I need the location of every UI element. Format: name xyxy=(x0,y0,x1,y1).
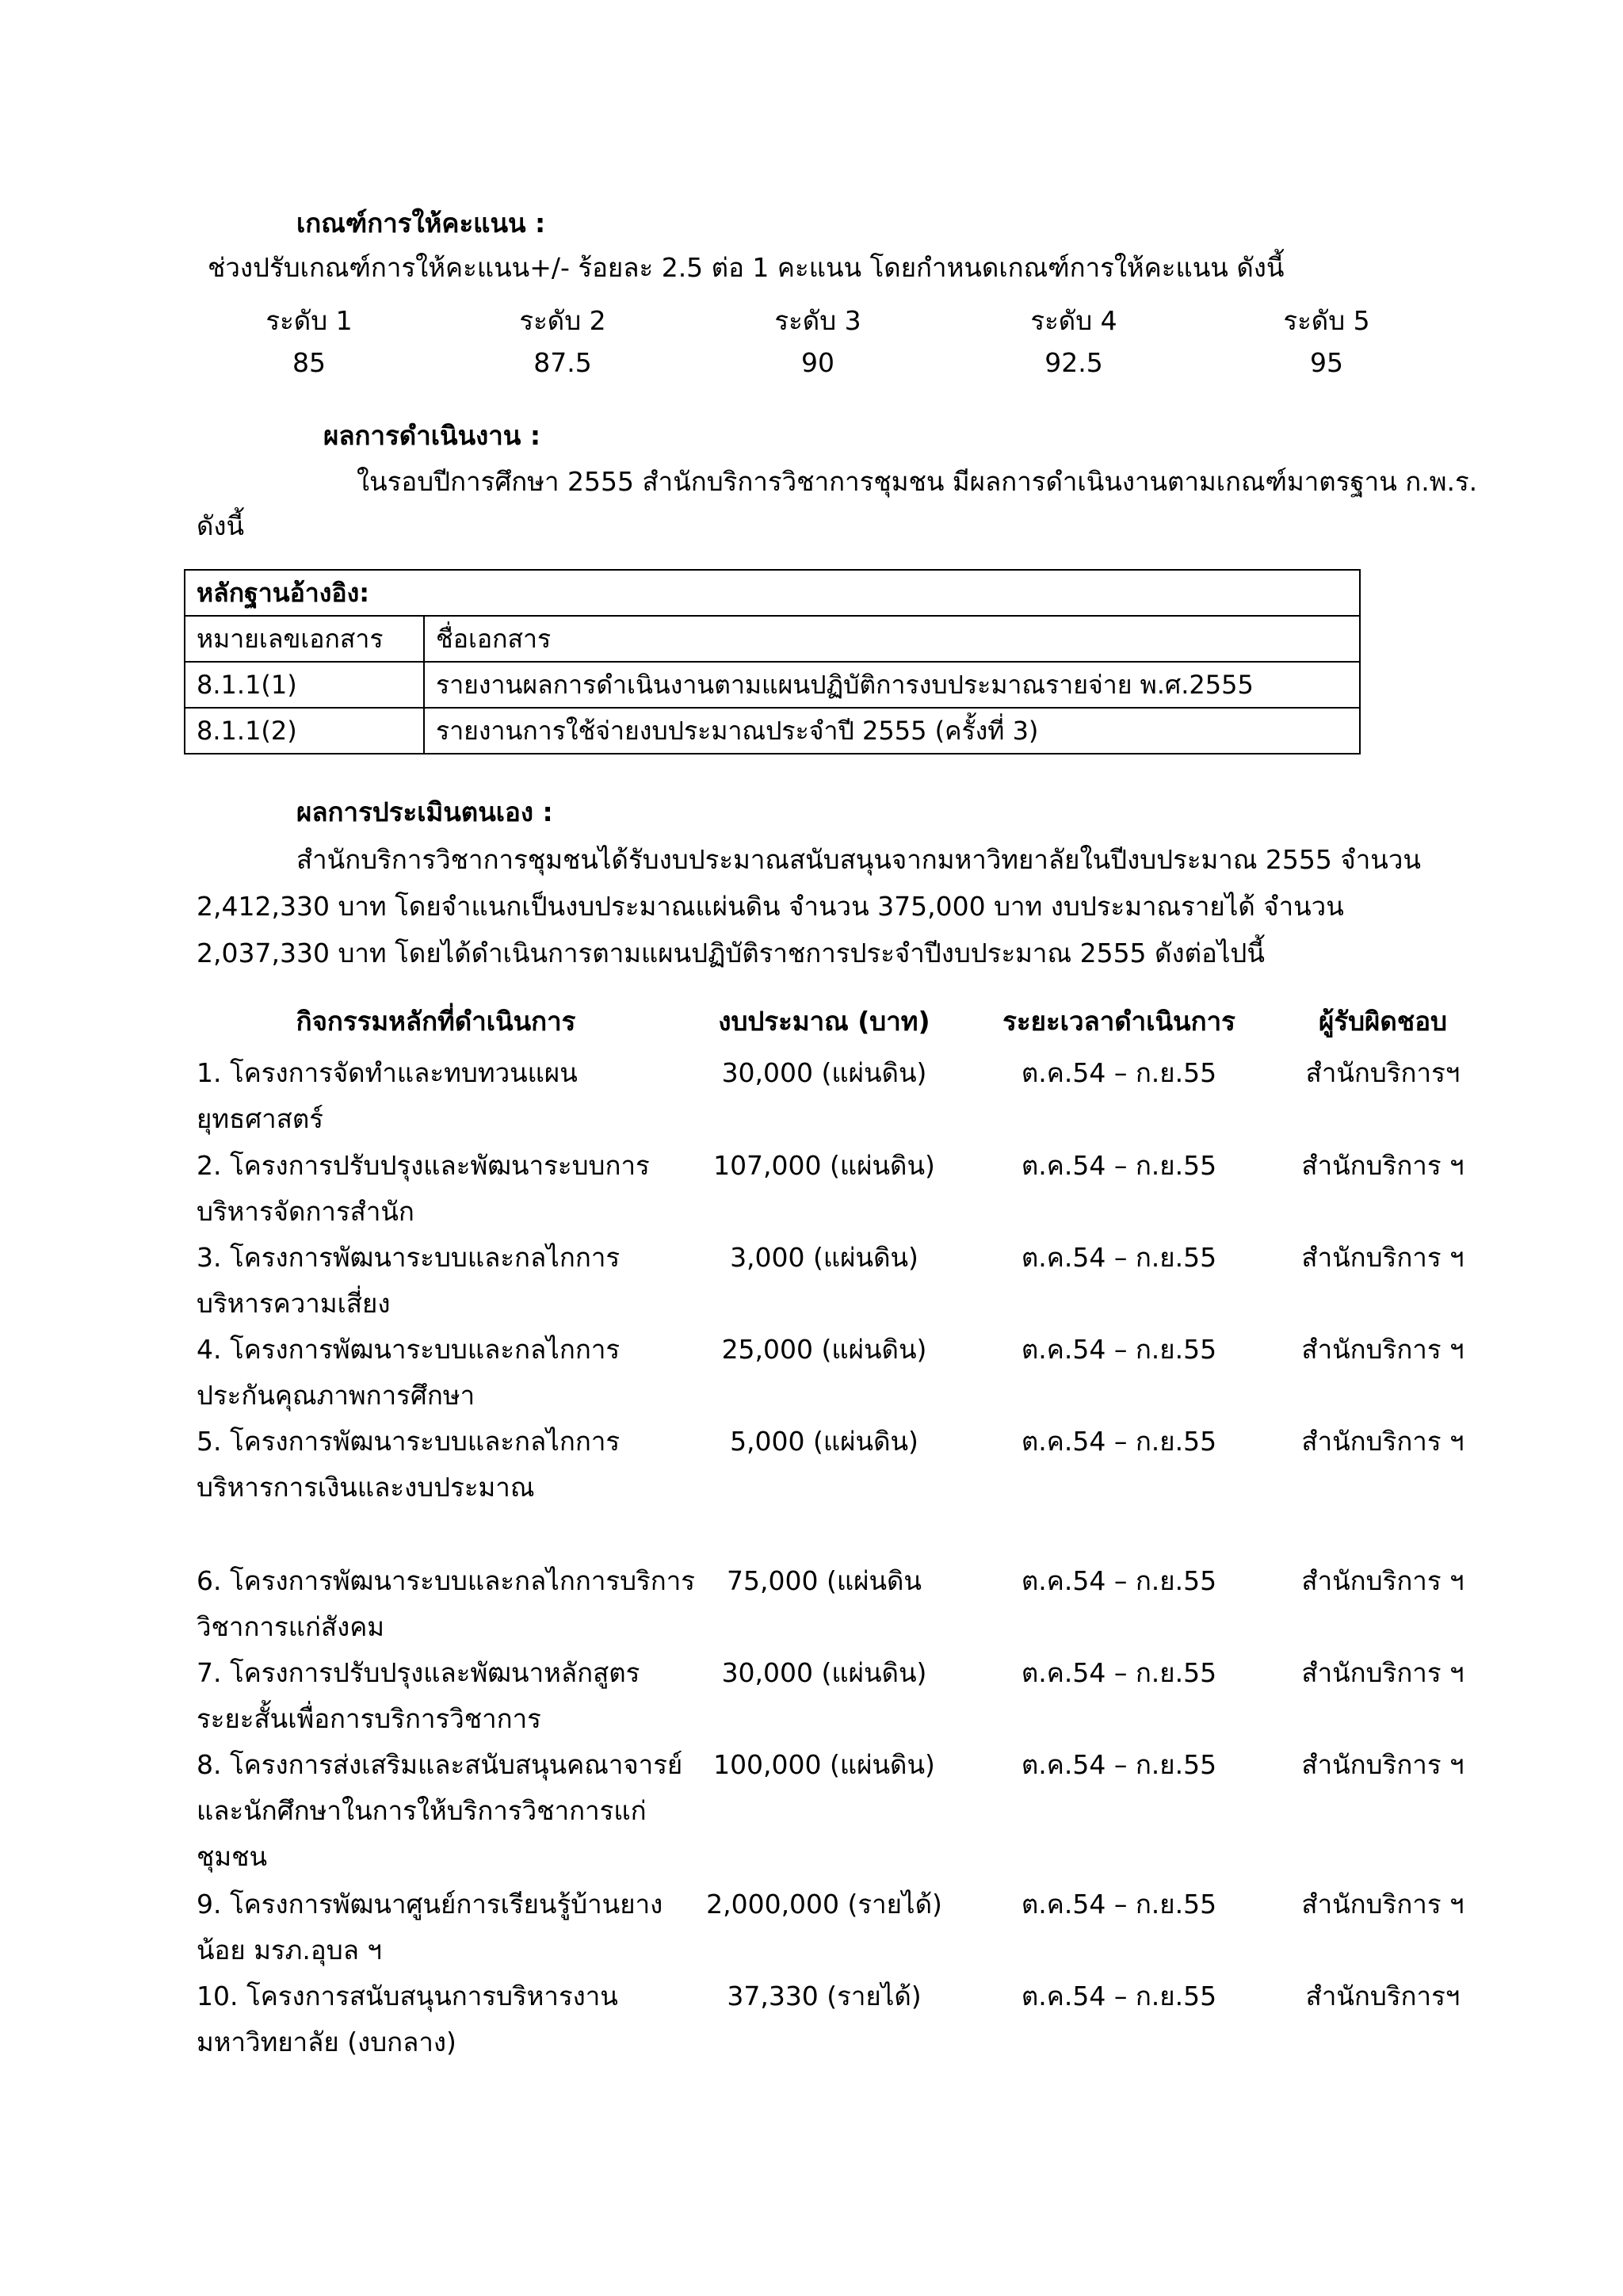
table-row xyxy=(185,662,1360,708)
activity-period: ต.ค.54 – ก.ย.55 xyxy=(1021,1150,1217,1181)
activity-period: ต.ค.54 – ก.ย.55 xyxy=(1021,1426,1217,1457)
table-row xyxy=(185,708,1360,754)
activity-period: ต.ค.54 – ก.ย.55 xyxy=(1021,1749,1217,1780)
level-label: ระดับ 5 xyxy=(1283,305,1370,336)
col-number-header: หมายเลขเอกสาร xyxy=(185,616,424,662)
activity-period: ต.ค.54 – ก.ย.55 xyxy=(1021,1889,1217,1920)
activity-responsible: สำนักบริการฯ xyxy=(1305,1981,1461,2011)
activity-responsible: สำนักบริการ ฯ xyxy=(1301,1242,1465,1273)
level-score: 95 xyxy=(1310,347,1343,378)
period-column-header: ระยะเวลาดำเนินการ xyxy=(1002,1006,1235,1037)
activity-period: ต.ค.54 – ก.ย.55 xyxy=(1021,1057,1217,1088)
document-number: 8.1.1(1) xyxy=(185,662,424,708)
activity-name: 8. โครงการส่งเสริมและสนับสนุนคณาจารย์และนักศึกษาในการให้บริการวิชาการแก่ชุมชน xyxy=(197,1749,683,1872)
activity-budget: 3,000 (แผ่นดิน) xyxy=(730,1242,918,1273)
activities-header xyxy=(0,1000,1623,1040)
level-score: 90 xyxy=(801,347,834,378)
responsible-column-header: ผู้รับผิดชอบ xyxy=(1319,1006,1447,1037)
self-assessment-line-2: 2,412,330 บาท โดยจำแนกเป็นงบประมาณแผ่นดิน จำนวน 375,000 บาท งบประมาณรายได้ จำนวน xyxy=(197,891,1344,922)
activity-name: 3. โครงการพัฒนาระบบและกลไกการบริหารความเสี่ยง xyxy=(197,1242,621,1319)
activity-name: 9. โครงการพัฒนาศูนย์การเรียนรู้บ้านยางน้อย มรภ.อุบล ฯ xyxy=(197,1889,663,1966)
results-line-2: ดังนี้ xyxy=(197,510,245,541)
self-assessment-line-1: สำนักบริการวิชาการชุมชนได้รับงบประมาณสนับสนุนจากมหาวิทยาลัยในปีงบประมาณ 2555 จำนวน xyxy=(296,844,1421,875)
activity-budget: 2,000,000 (รายได้) xyxy=(706,1889,942,1920)
level-score: 92.5 xyxy=(1044,347,1103,378)
activity-name: 7. โครงการปรับปรุงและพัฒนาหลักสูตรระยะสั้นเพื่อการบริการวิชาการ xyxy=(197,1657,640,1734)
activity-budget: 37,330 (รายได้) xyxy=(727,1981,922,2011)
evidence-title: หลักฐานอ้างอิง: xyxy=(185,570,1360,616)
activity-period: ต.ค.54 – ก.ย.55 xyxy=(1021,1565,1217,1596)
activity-responsible: สำนักบริการ ฯ xyxy=(1301,1889,1465,1920)
activity-responsible: สำนักบริการ ฯ xyxy=(1301,1657,1465,1688)
activity-column-header: กิจกรรมหลักที่ดำเนินการ xyxy=(296,1006,576,1037)
activity-name: 2. โครงการปรับปรุงและพัฒนาระบบการบริหารจัดการสำนัก xyxy=(197,1150,650,1227)
evidence-table xyxy=(184,569,1361,755)
level-label: ระดับ 4 xyxy=(1030,305,1117,336)
activity-responsible: สำนักบริการ ฯ xyxy=(1301,1749,1465,1780)
criteria-heading: เกณฑ์การให้คะแนน : xyxy=(296,208,546,239)
activity-responsible: สำนักบริการ ฯ xyxy=(1301,1334,1465,1365)
document-number: 8.1.1(2) xyxy=(185,708,424,754)
activity-budget: 100,000 (แผ่นดิน) xyxy=(713,1749,935,1780)
activity-responsible: สำนักบริการฯ xyxy=(1305,1057,1461,1088)
level-score: 87.5 xyxy=(533,347,592,378)
activity-budget: 25,000 (แผ่นดิน) xyxy=(721,1334,927,1365)
level-score: 85 xyxy=(292,347,326,378)
results-heading: ผลการดำเนินงาน : xyxy=(323,420,541,451)
activity-name: 4. โครงการพัฒนาระบบและกลไกการประกันคุณภาพการศึกษา xyxy=(197,1334,621,1411)
budget-column-header: งบประมาณ (บาท) xyxy=(718,1006,930,1037)
activity-budget: 30,000 (แผ่นดิน) xyxy=(721,1657,927,1688)
activity-name: 6. โครงการพัฒนาระบบและกลไกการบริการวิชาการแก่สังคม xyxy=(197,1565,695,1642)
level-label: ระดับ 2 xyxy=(519,305,606,336)
level-scores xyxy=(0,347,1623,387)
activity-budget: 107,000 (แผ่นดิน) xyxy=(713,1150,935,1181)
activity-budget: 30,000 (แผ่นดิน) xyxy=(721,1057,927,1088)
activity-period: ต.ค.54 – ก.ย.55 xyxy=(1021,1334,1217,1365)
activity-name: 5. โครงการพัฒนาระบบและกลไกการบริหารการเงินและงบประมาณ xyxy=(197,1426,621,1503)
document-name: รายงานผลการดำเนินงานตามแผนปฏิบัติการงบประมาณรายจ่าย พ.ศ.2555 xyxy=(424,662,1360,708)
document-name: รายงานการใช้จ่ายงบประมาณประจำปี 2555 (ครั้งที่ 3) xyxy=(424,708,1360,754)
evidence-title-row xyxy=(185,570,1360,616)
col-name-header: ชื่อเอกสาร xyxy=(424,616,1360,662)
activity-name: 1. โครงการจัดทำและทบทวนแผนยุทธศาสตร์ xyxy=(197,1057,578,1134)
criteria-description: ช่วงปรับเกณฑ์การให้คะแนน+/- ร้อยละ 2.5 ต่อ 1 คะแนน โดยกำหนดเกณฑ์การให้คะแนน ดังนี้ xyxy=(208,252,1285,283)
evidence-header-row xyxy=(185,616,1360,662)
self-assessment-heading: ผลการประเมินตนเอง : xyxy=(296,797,553,827)
activity-responsible: สำนักบริการ ฯ xyxy=(1301,1150,1465,1181)
activity-responsible: สำนักบริการ ฯ xyxy=(1301,1565,1465,1596)
level-label: ระดับ 1 xyxy=(265,305,353,336)
activity-responsible: สำนักบริการ ฯ xyxy=(1301,1426,1465,1457)
activity-budget: 75,000 (แผ่นดิน xyxy=(727,1565,922,1596)
self-assessment-line-3: 2,037,330 บาท โดยได้ดำเนินการตามแผนปฏิบัติราชการประจำปีงบประมาณ 2555 ดังต่อไปนี้ xyxy=(197,938,1265,968)
level-label: ระดับ 3 xyxy=(774,305,861,336)
results-line-1: ในรอบปีการศึกษา 2555 สำนักบริการวิชาการชุมชน มีผลการดำเนินงานตามเกณฑ์มาตรฐาน ก.พ.ร. xyxy=(357,466,1478,497)
activity-period: ต.ค.54 – ก.ย.55 xyxy=(1021,1657,1217,1688)
activity-budget: 5,000 (แผ่นดิน) xyxy=(730,1426,918,1457)
activity-name: 10. โครงการสนับสนุนการบริหารงานมหาวิทยาลัย (งบกลาง) xyxy=(197,1981,618,2057)
activity-period: ต.ค.54 – ก.ย.55 xyxy=(1021,1981,1217,2011)
activity-period: ต.ค.54 – ก.ย.55 xyxy=(1021,1242,1217,1273)
level-labels xyxy=(0,300,1623,339)
